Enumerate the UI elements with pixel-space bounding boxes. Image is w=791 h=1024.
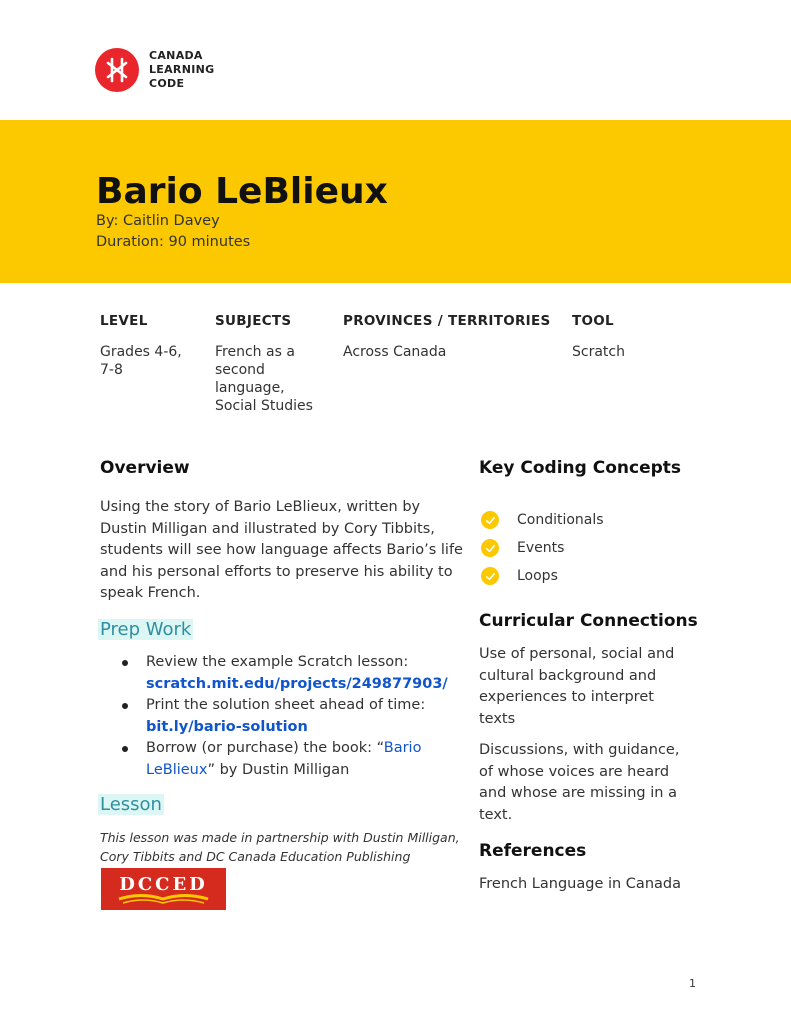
checkmark-icon [481,511,499,529]
prep-work-heading: Prep Work [100,619,192,640]
logo-line-3: CODE [149,77,185,90]
dcced-publisher-logo [101,868,226,910]
overview-heading: Overview [100,458,190,478]
duration-line: Duration: 90 minutes [96,234,251,250]
curricular-text-2: Discussions, with guidance, of whose voices are heard and whose are missing in a text. [479,742,680,823]
prep-item-text: Print the solution sheet ahead of time: [146,697,426,713]
references-heading: References [479,841,587,861]
dcced-logo-text: DCCED [119,874,208,895]
level-value: Grades 4-6, 7-8 [100,344,182,378]
partnership-note: This lesson was made in partnership with Dustin Milligan, Cory Tibbits and DC Canada Education Publishing [100,830,460,864]
book-link[interactable]: Bario LeBlieux [146,740,422,778]
key-concepts-list [481,506,604,590]
provinces-heading: PROVINCES / TERRITORIES [343,313,551,329]
logo-line-2: LEARNING [149,63,215,76]
concept-label: Events [517,540,565,556]
logo-mark-icon [95,48,139,92]
subjects-column [215,313,330,415]
prep-item-text-before: Borrow (or purchase) the book: “ [146,740,384,756]
curricular-text-1: Use of personal, social and cultural background and experiences to interpret texts [479,646,675,727]
checkmark-icon [481,539,499,557]
level-column [100,313,190,379]
provinces-value: Across Canada [343,344,447,360]
author-line: By: Caitlin Davey [96,213,220,229]
logo-wordmark [149,49,214,91]
list-item [122,695,462,738]
page-number: 1 [689,977,696,990]
tool-value: Scratch [572,344,625,360]
curricular-connections-heading: Curricular Connections [479,611,698,631]
list-item [481,534,604,562]
dcced-logo-graphic [101,868,226,910]
prep-work-list [122,652,462,781]
subjects-heading: SUBJECTS [215,313,292,329]
subjects-value: French as a second language, Social Studies [215,344,313,414]
solution-sheet-link[interactable]: bit.ly/bario-solution [146,718,308,735]
canada-learning-code-logo [95,48,214,92]
lesson-heading: Lesson [100,794,162,815]
prep-item-text-after: ” by Dustin Milligan [207,761,350,778]
scratch-project-link[interactable]: scratch.mit.edu/projects/249877903/ [146,675,448,692]
overview-text: Using the story of Bario LeBlieux, written by Dustin Milligan and illustrated by Cory Tibbits, students will see how language affects Bario’s life and his personal efforts to preserve his ability to speak French. [100,499,463,601]
prep-item-text: Review the example Scratch lesson: [146,654,409,670]
bullet-icon [122,703,128,709]
checkmark-icon [481,567,499,585]
list-item [481,562,604,590]
bullet-icon [122,660,128,666]
page-title: Bario LeBlieux [96,171,388,212]
logo-line-1: CANADA [149,49,203,62]
list-item [122,738,462,781]
list-item [122,652,462,695]
tool-column [572,313,692,361]
list-item [481,506,604,534]
tool-heading: TOOL [572,313,614,329]
level-heading: LEVEL [100,313,148,329]
concept-label: Loops [517,568,558,584]
concept-label: Conditionals [517,512,604,528]
provinces-column [343,313,553,361]
key-concepts-heading: Key Coding Concepts [479,458,682,478]
title-banner [0,120,791,283]
bullet-icon [122,746,128,752]
references-item: French Language in Canada [479,876,681,892]
